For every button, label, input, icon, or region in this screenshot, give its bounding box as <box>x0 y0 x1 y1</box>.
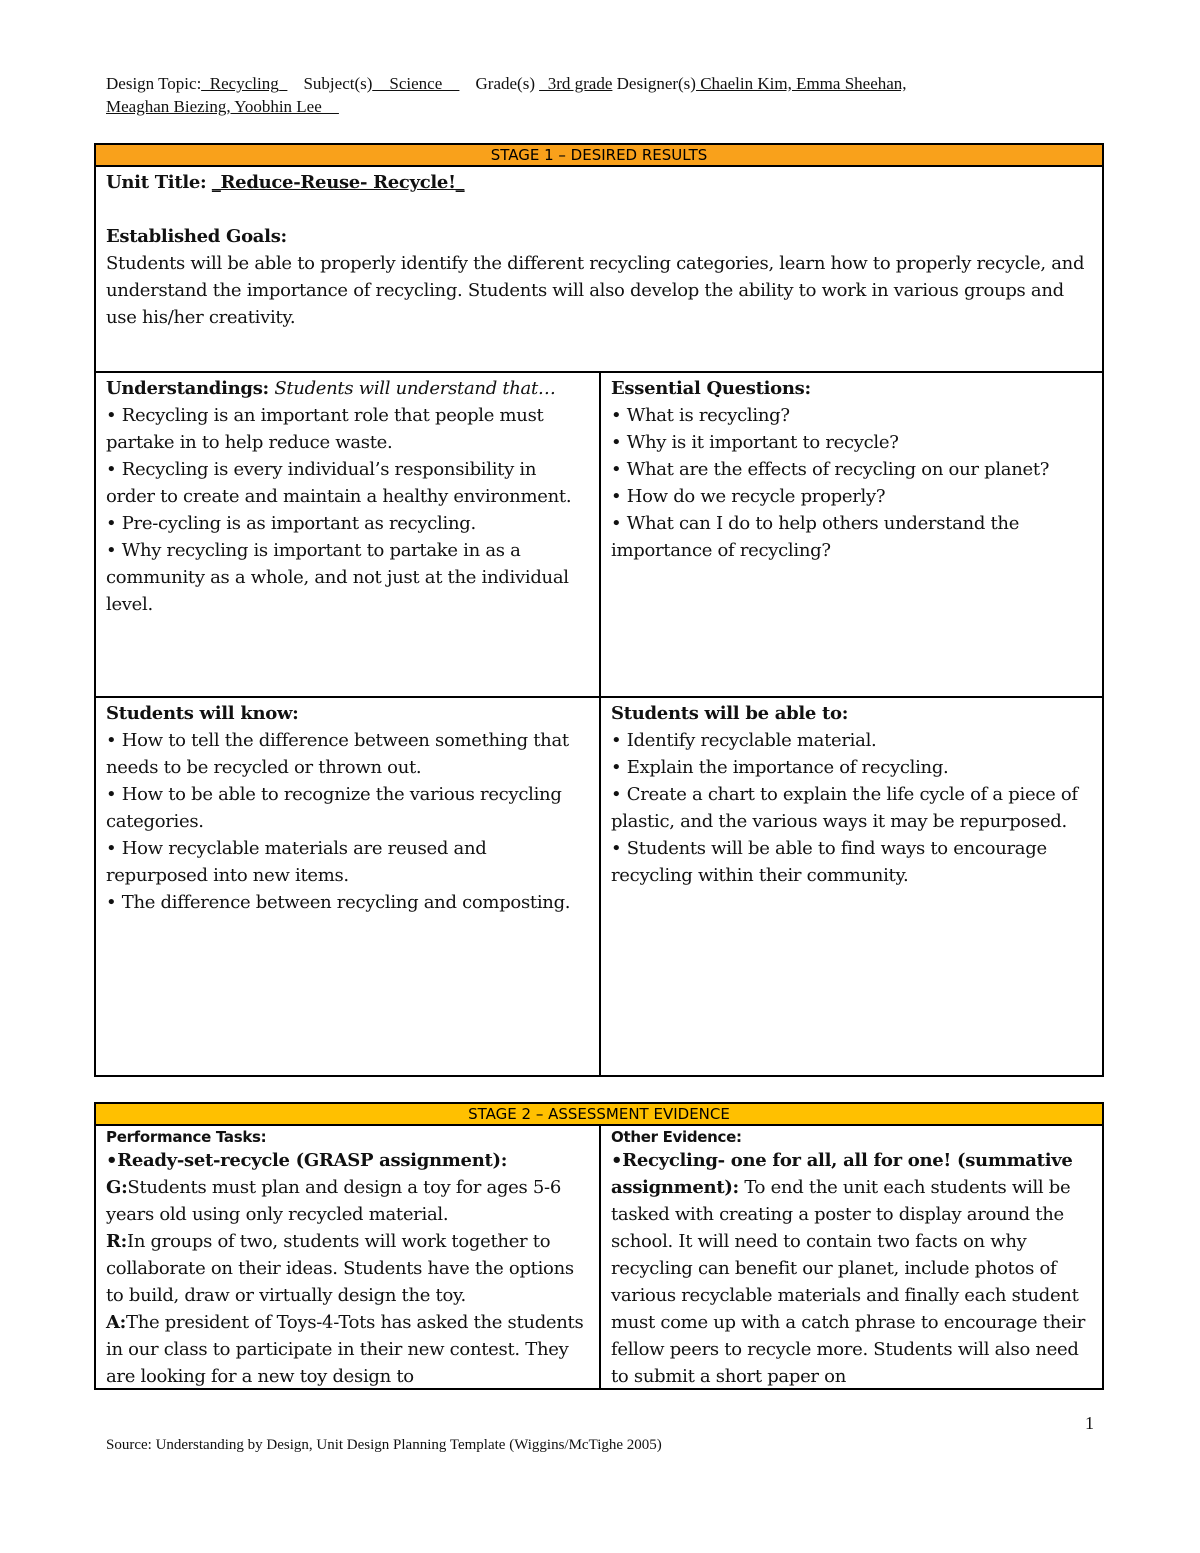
page-number: 1 <box>1085 1413 1094 1433</box>
list-item: • What are the effects of recycling on our planet? <box>611 459 1050 480</box>
unit-title-label: Unit Title: <box>106 172 207 193</box>
a-text: The president of Toys-4-Tots has asked the students in our class to participate in their new contest. They are looking for a new toy design to <box>106 1312 584 1387</box>
list-item: • Why is it important to recycle? <box>611 432 899 453</box>
g-label: G: <box>106 1177 128 1198</box>
designers-value-line2: Meaghan Biezing, Yoobhin Lee__ <box>106 97 339 116</box>
grades-value: _3rd grade <box>539 74 613 93</box>
tasks-label: Performance Tasks: <box>106 1128 267 1146</box>
subjects-label: Subject(s) <box>303 74 373 93</box>
essential-questions-cell <box>601 373 1102 698</box>
list-item: • What is recycling? <box>611 405 790 426</box>
stage2-title: STAGE 2 – ASSESSMENT EVIDENCE <box>96 1104 1102 1126</box>
understandings-cell <box>96 373 601 698</box>
understandings-label: Understandings: <box>106 378 269 399</box>
r-label: R: <box>106 1231 128 1252</box>
designers-label: Designer(s) <box>616 74 696 93</box>
other-label: Other Evidence: <box>611 1128 742 1146</box>
task-title: •Ready-set-recycle (GRASP assignment): <box>106 1150 508 1171</box>
list-item: • Students will be able to find ways to encourage recycling within their community. <box>611 838 1047 886</box>
students-know-cell <box>96 698 601 1075</box>
list-item: • What can I do to help others understand the importance of recycling? <box>611 513 1020 561</box>
list-item: • The difference between recycling and composting. <box>106 892 571 913</box>
goals-label: Established Goals: <box>106 226 287 247</box>
list-item: • Pre-cycling is as important as recycling. <box>106 513 476 534</box>
able-label: Students will be able to: <box>611 703 849 724</box>
design-topic-value: _Recycling_ <box>201 74 288 93</box>
r-text: In groups of two, students will work together to collaborate on their ideas. Students have the options to build, draw or virtually design the toy. <box>106 1231 574 1306</box>
list-item: • How to be able to recognize the various recycling categories. <box>106 784 562 832</box>
designers-value-line1: Chaelin Kim, Emma Sheehan, <box>695 74 907 93</box>
list-item: • Explain the importance of recycling. <box>611 757 949 778</box>
goals-text: Students will be able to properly identify the different recycling categories, learn how to properly recycle, and understand the importance of recycling. Students will also develop the ability to work in various groups and use his/her creativity. <box>106 253 1085 328</box>
list-item: • How do we recycle properly? <box>611 486 886 507</box>
other-evidence-cell <box>601 1126 1102 1388</box>
list-item: • Recycling is every individual’s responsibility in order to create and maintain a healthy environment. <box>106 459 572 507</box>
document-header <box>106 72 1106 118</box>
know-label: Students will know: <box>106 703 299 724</box>
list-item: • Recycling is an important role that people must partake in to help reduce waste. <box>106 405 544 453</box>
subjects-value: __Science__ <box>372 74 460 93</box>
list-item: • How recyclable materials are reused and repurposed into new items. <box>106 838 487 886</box>
stage1-table <box>94 143 1104 1077</box>
g-text: Students must plan and design a toy for ages 5-6 years old using only recycled material. <box>106 1177 561 1225</box>
unit-title <box>106 169 1092 196</box>
list-item: • How to tell the difference between something that needs to be recycled or thrown out. <box>106 730 569 778</box>
other-text: To end the unit each students will be tasked with creating a poster to display around the school. It will need to contain two facts on why recycling can benefit our planet, include photos of various recyclable materials and finally each student must come up with a catch phrase to encourage their fellow peers to recycle more. Students will also need to submit a short paper on <box>611 1177 1086 1387</box>
list-item: • Create a chart to explain the life cycle of a piece of plastic, and the various ways it may be repurposed. <box>611 784 1078 832</box>
students-able-cell <box>601 698 1102 1075</box>
list-item: • Identify recyclable material. <box>611 730 877 751</box>
grades-label: Grade(s) <box>475 74 535 93</box>
understandings-intro: Students will understand that… <box>274 378 556 399</box>
stage2-table <box>94 1102 1104 1390</box>
design-topic-label: Design Topic: <box>106 74 202 93</box>
source-footer: Source: Understanding by Design, Unit Design Planning Template (Wiggins/McTighe 2005) <box>106 1437 662 1453</box>
questions-label: Essential Questions: <box>611 378 811 399</box>
unit-goals-cell <box>96 167 1102 373</box>
other-title: •Recycling- one for all, all for one! (summative assignment): <box>611 1150 1073 1198</box>
unit-title-value: _Reduce-Reuse- Recycle!_ <box>211 172 465 193</box>
stage1-title: STAGE 1 – DESIRED RESULTS <box>96 145 1102 167</box>
a-label: A: <box>106 1312 127 1333</box>
performance-tasks-cell <box>96 1126 601 1388</box>
list-item: • Why recycling is important to partake in as a community as a whole, and not just at the individual level. <box>106 540 569 615</box>
